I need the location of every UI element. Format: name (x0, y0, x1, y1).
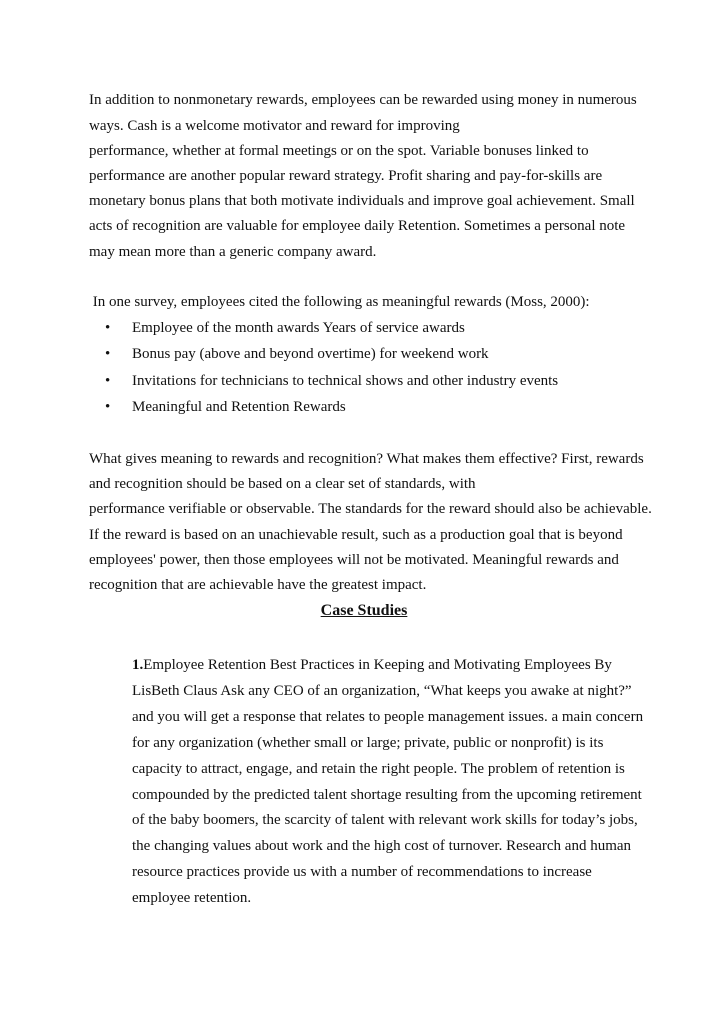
case1-line: the changing values about work and the high cost of turnover. Research and human (132, 838, 632, 854)
para1-line: acts of recognition are valuable for employee daily Retention. Sometimes a personal note (89, 218, 626, 234)
case-studies-heading: Case Studies (320, 602, 408, 619)
bullet-icon: • (105, 346, 111, 362)
para2-line: performance verifiable or observable. The standards for the reward should also be achievable. (89, 501, 652, 517)
survey-intro: In one survey, employees cited the following as meaningful rewards (Moss, 2000): (89, 294, 590, 310)
para2-line: What gives meaning to rewards and recognition? What makes them effective? First, rewards (89, 451, 644, 467)
bullet-item: Meaningful and Retention Rewards (132, 399, 346, 415)
case1-line: compounded by the predicted talent shortage resulting from the upcoming retirement (132, 787, 642, 803)
case1-line: and you will get a response that relates to people management issues. a main concern (132, 709, 644, 725)
bullet-item: Employee of the month awards Years of service awards (132, 320, 465, 336)
para1-line: In addition to nonmonetary rewards, employees can be rewarded using money in numerous (89, 92, 637, 108)
bullet-item: Invitations for technicians to technical shows and other industry events (132, 373, 559, 389)
para1-line: performance are another popular reward strategy. Profit sharing and pay-for-skills are (89, 168, 603, 184)
case1-line: capacity to attract, engage, and retain the right people. The problem of retention is (132, 761, 625, 777)
para2-line: and recognition should be based on a clear set of standards, with (89, 476, 476, 492)
para2-line: If the reward is based on an unachievable result, such as a production goal that is beyond (89, 527, 623, 543)
para2-line: employees' power, then those employees will not be motivated. Meaningful rewards and (89, 552, 619, 568)
case1-title: Employee Retention Best Practices in Keeping and Motivating Employees By (143, 657, 612, 673)
case1-line: LisBeth Claus Ask any CEO of an organization, “What keeps you awake at night?” (132, 683, 632, 699)
para2-line: recognition that are achievable have the greatest impact. (89, 577, 427, 593)
bullet-icon: • (105, 373, 111, 389)
case1-number: 1. (132, 657, 144, 673)
case1-line: employee retention. (132, 890, 252, 906)
case1-first-line (132, 656, 612, 674)
case1-line: of the baby boomers, the scarcity of talent with relevant work skills for today’s jobs, (132, 812, 638, 828)
bullet-item: Bonus pay (above and beyond overtime) for weekend work (132, 346, 489, 362)
para1-line: ways. Cash is a welcome motivator and reward for improving (89, 118, 460, 134)
case1-line: for any organization (whether small or large; private, public or nonprofit) is its (132, 735, 604, 751)
para1-line: may mean more than a generic company award. (89, 244, 377, 260)
case1-line: resource practices provide us with a number of recommendations to increase (132, 864, 592, 880)
para1-line: monetary bonus plans that both motivate individuals and improve goal achievement. Small (89, 193, 635, 209)
para1-line: performance, whether at formal meetings or on the spot. Variable bonuses linked to (89, 143, 589, 159)
bullet-icon: • (105, 320, 111, 336)
bullet-icon: • (105, 399, 111, 415)
